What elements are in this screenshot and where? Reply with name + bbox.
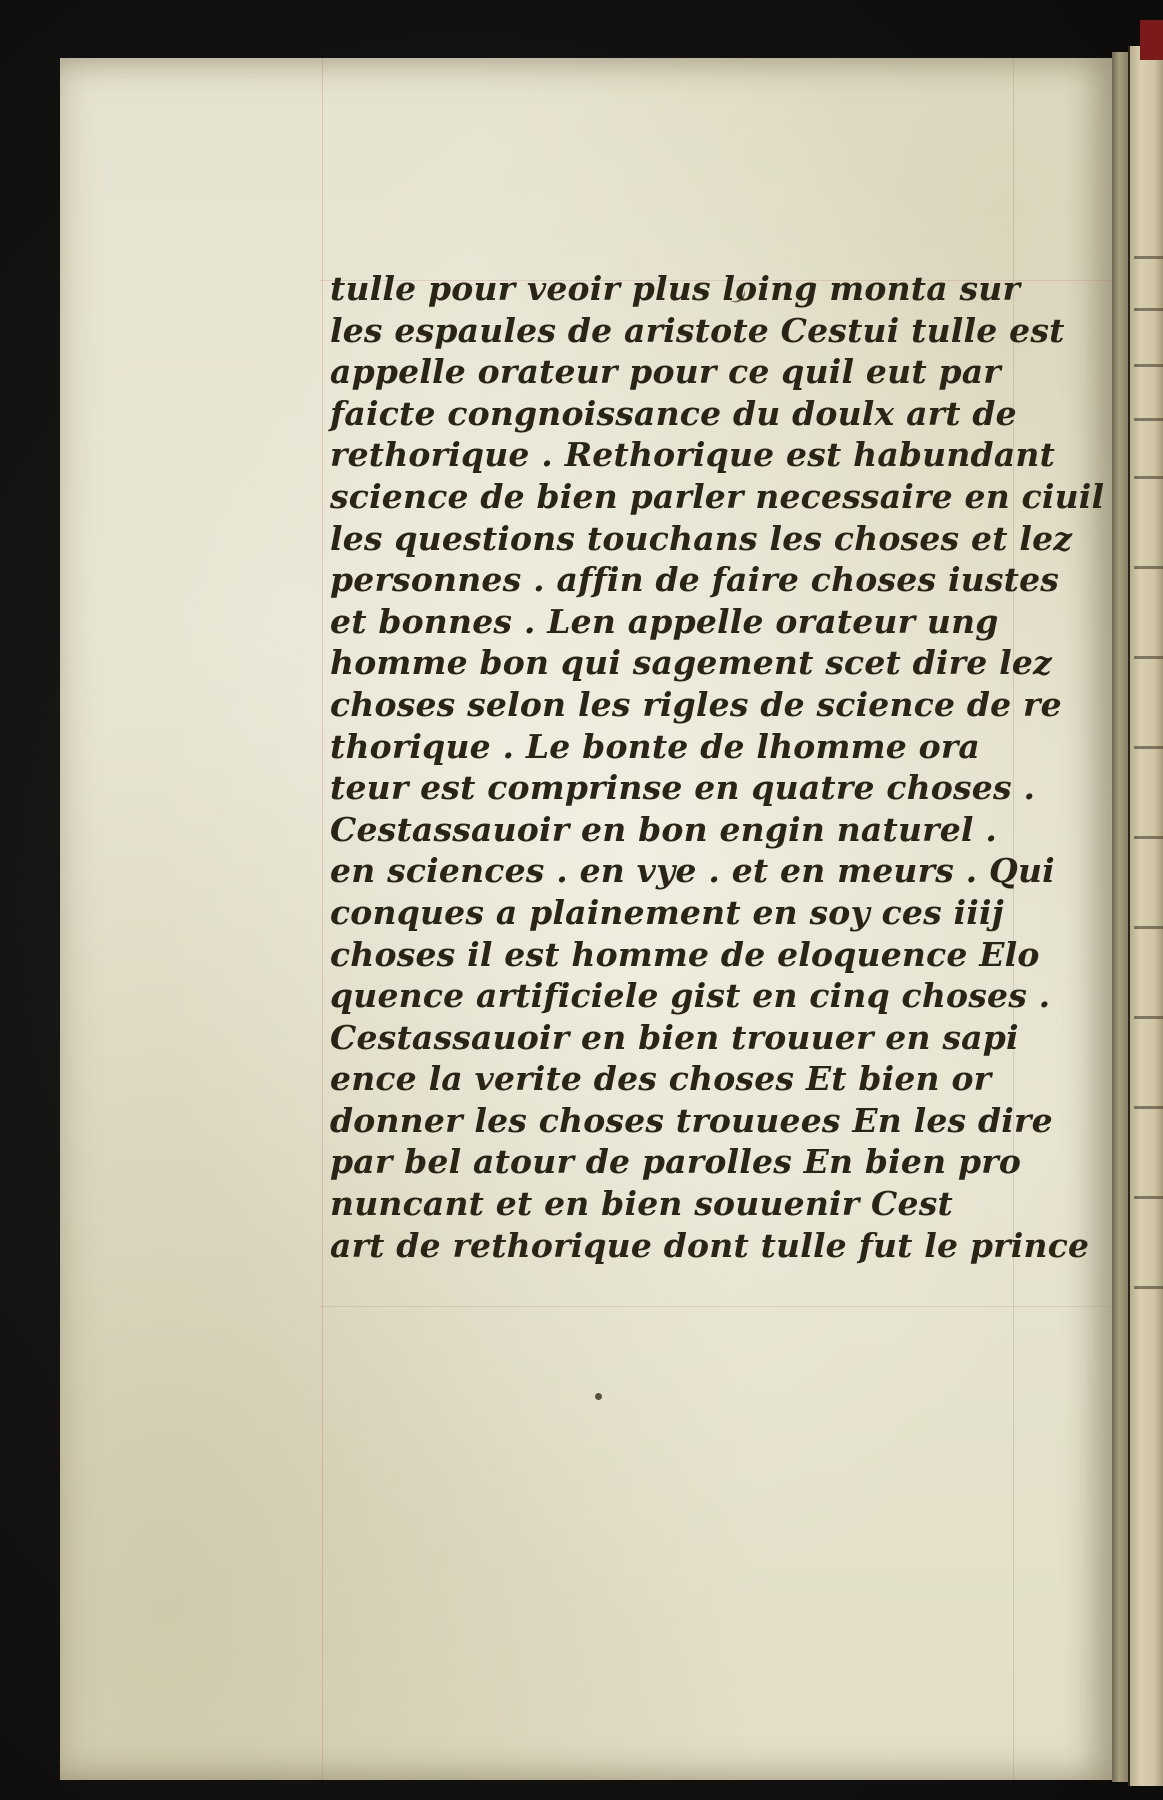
parchment-speck <box>595 1393 602 1400</box>
text-line: science de bien parler necessaire en ciuil <box>330 476 1105 516</box>
text-line: en sciences . en vye . et en meurs . Qui <box>330 851 1055 891</box>
text-line: les espaules de aristote Cestui tulle est <box>330 310 1065 350</box>
text-line: ence la verite des choses Et bien or <box>330 1059 992 1099</box>
text-line: thorique . Le bonte de lhomme ora <box>330 726 980 766</box>
facing-page-edge <box>1128 46 1163 1786</box>
text-line: Cestassauoir en bon engin naturel . <box>330 809 998 849</box>
manuscript-folio <box>60 58 1112 1780</box>
text-line: Cestassauoir en bien trouuer en sapi <box>330 1017 1019 1057</box>
manuscript-text <box>330 268 1105 1266</box>
text-line: teur est comprinse en quatre choses . <box>330 768 1036 808</box>
text-line: choses il est homme de eloquence Elo <box>330 934 1040 974</box>
text-line: par bel atour de parolles En bien pro <box>330 1142 1022 1182</box>
text-line: personnes . affin de faire choses iustes <box>330 560 1060 600</box>
binding-fragment <box>1140 20 1163 60</box>
text-line: art de rethorique dont tulle fut le prince <box>330 1225 1090 1265</box>
text-line: tulle pour veoir plus loing monta sur <box>330 269 1021 308</box>
text-line: homme bon qui sagement scet dire lez <box>330 643 1053 683</box>
ruling-bottom <box>320 1306 1110 1307</box>
text-line: et bonnes . Len appelle orateur ung <box>330 601 999 641</box>
text-line: appelle orateur pour ce quil eut par <box>330 352 1001 392</box>
ruling-left <box>322 58 323 1780</box>
text-line: quence artificiele gist en cinq choses . <box>330 976 1051 1016</box>
text-line: donner les choses trouuees En les dire <box>330 1100 1053 1140</box>
text-line: conques a plainement en soy ces iiij <box>330 892 1004 932</box>
text-line: faicte congnoissance du doulx art de <box>330 393 1017 433</box>
text-line: rethorique . Rethorique est habundant <box>330 435 1056 475</box>
text-line: les questions touchans les choses et lez <box>330 518 1073 558</box>
text-line: nuncant et en bien souuenir Cest <box>330 1184 953 1224</box>
text-line: choses selon les rigles de science de re <box>330 684 1062 724</box>
